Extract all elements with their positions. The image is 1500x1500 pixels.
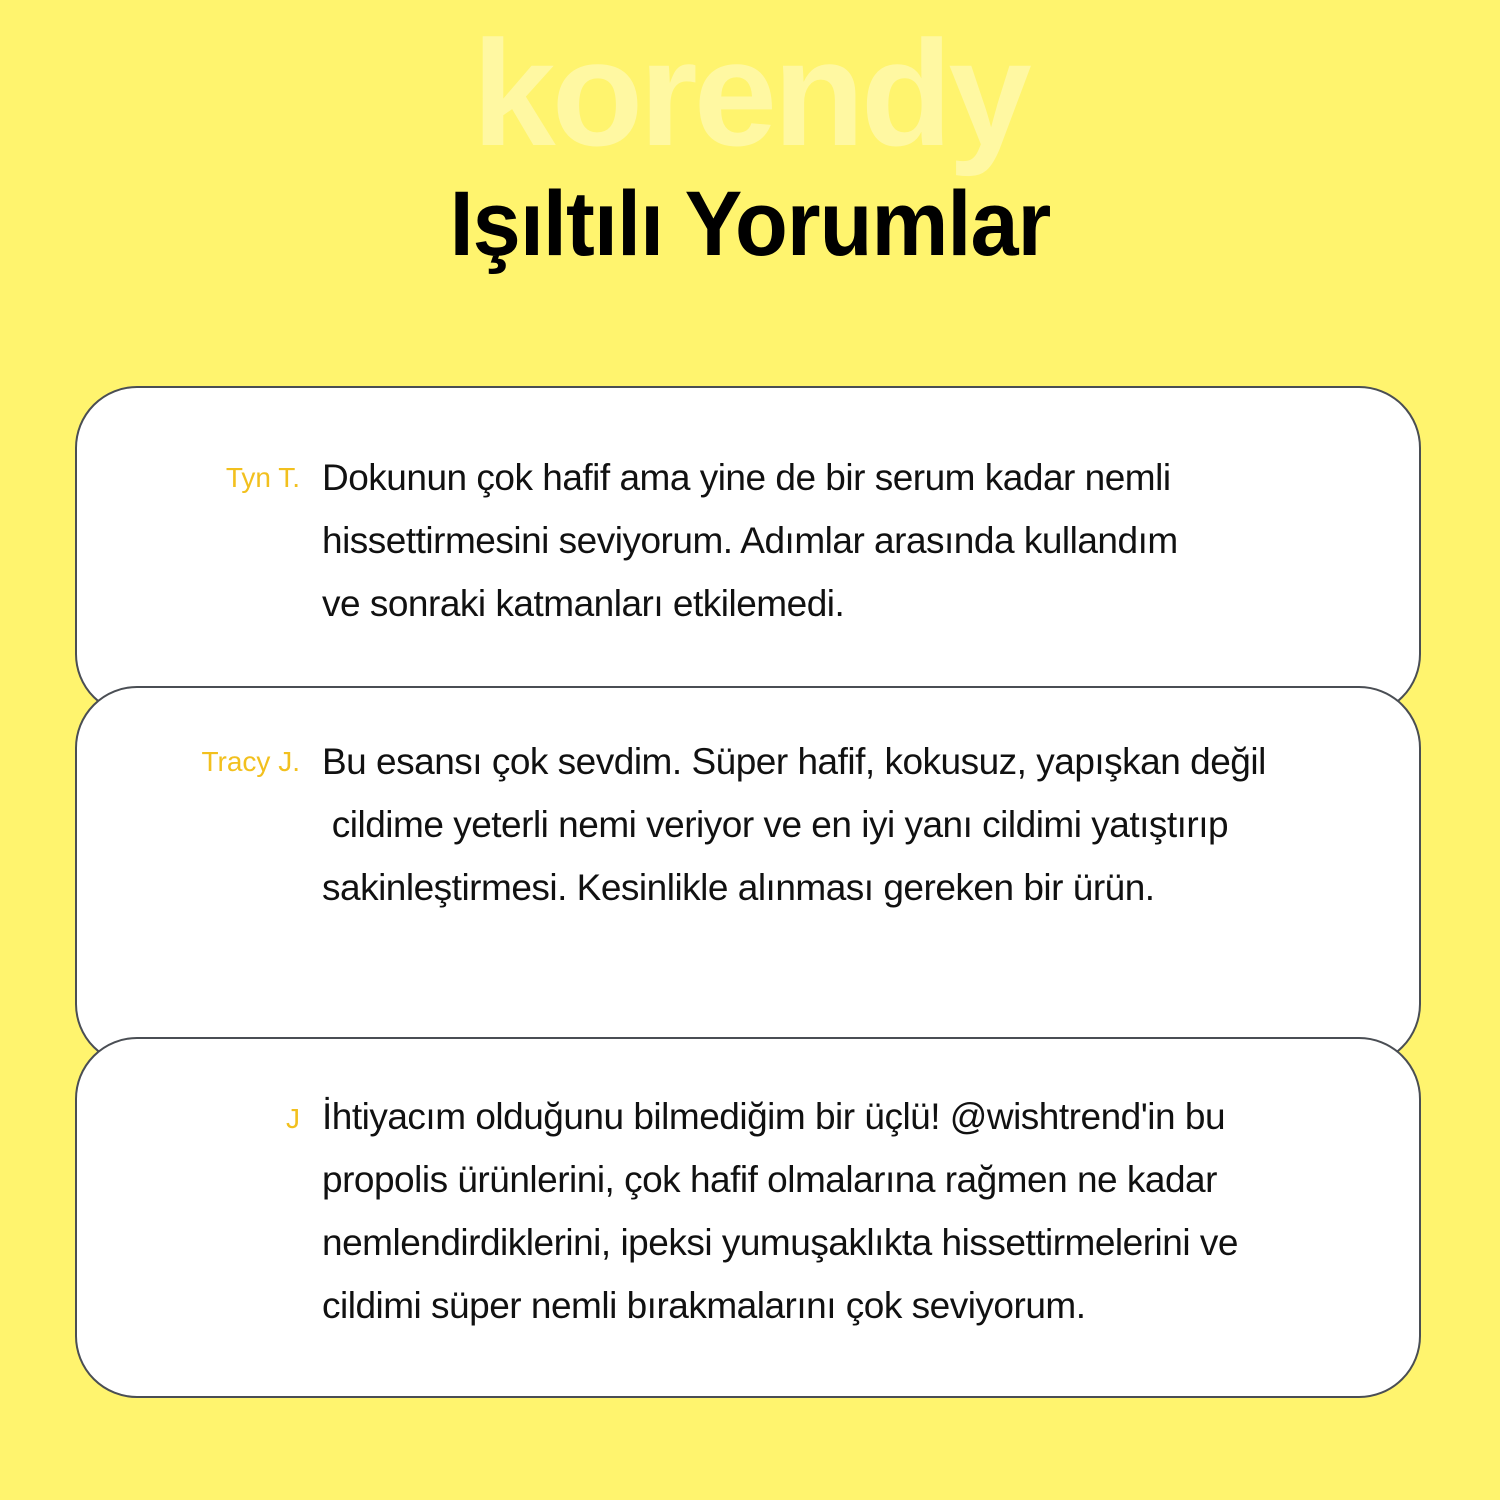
- reviewer-name: Tracy J.: [201, 746, 300, 777]
- review-card: [75, 1037, 1421, 1398]
- review-line: sakinleştirmesi. Kesinlikle alınması gereken bir ürün.: [322, 867, 1155, 908]
- review-line: Dokunun çok hafif ama yine de bir serum kadar nemli: [322, 457, 1171, 498]
- review-line: Bu esansı çok sevdim. Süper hafif, kokusuz, yapışkan değil: [322, 741, 1266, 782]
- reviewer-name: J: [286, 1103, 300, 1134]
- reviewer-name: Tyn T.: [225, 462, 300, 493]
- review-line: ve sonraki katmanları etkilemedi.: [322, 583, 845, 624]
- review-text: [322, 1085, 1412, 1337]
- review-line: cildimi süper nemli bırakmalarını çok seviyorum.: [322, 1285, 1086, 1326]
- brand-logo: korendy: [472, 9, 1028, 177]
- review-card: [75, 386, 1421, 716]
- review-text: [322, 730, 1412, 919]
- review-line: nemlendirdiklerini, ipeksi yumuşaklıkta hissettirmelerini ve: [322, 1222, 1238, 1263]
- review-line: cildime yeterli nemi veriyor ve en iyi yanı cildimi yatıştırıp: [322, 804, 1229, 845]
- review-card: [75, 686, 1421, 1066]
- review-text: [322, 446, 1412, 635]
- page-title: Işıltılı Yorumlar: [449, 173, 1051, 275]
- review-line: propolis ürünlerini, çok hafif olmalarına rağmen ne kadar: [322, 1159, 1217, 1200]
- review-line: İhtiyacım olduğunu bilmediğim bir üçlü! @wishtrend'in bu: [322, 1096, 1226, 1137]
- review-line: hissettirmesini seviyorum. Adımlar arasında kullandım: [322, 520, 1178, 561]
